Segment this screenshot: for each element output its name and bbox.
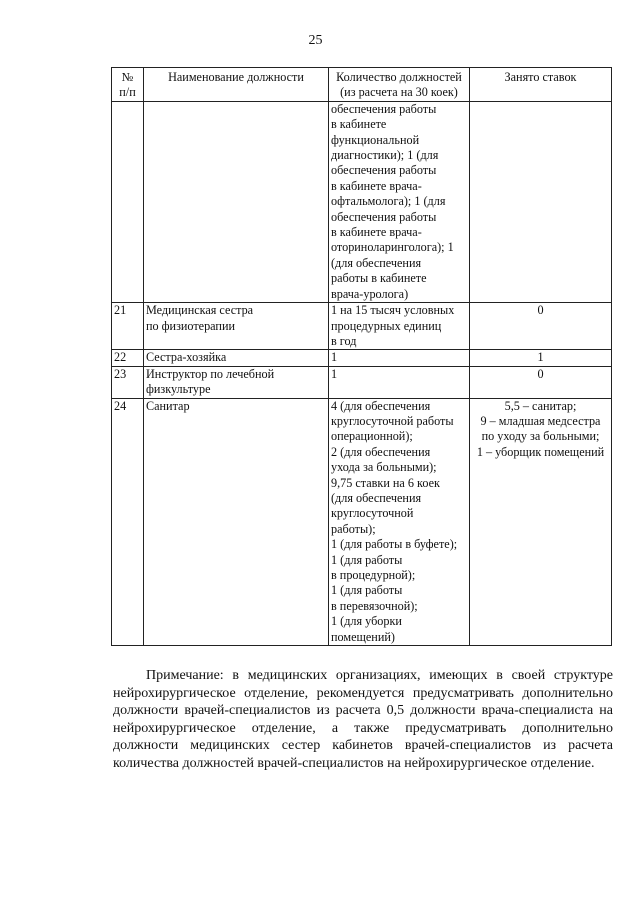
cell-name-line: по физиотерапии (146, 318, 235, 333)
cell-count-line: ухода за больными); (331, 460, 437, 475)
cell-count-line: 1 (для работы (331, 552, 403, 567)
cell-name-line: физкультуре (146, 382, 211, 397)
cell-count-line: 9,75 ставки на 6 коек (331, 475, 440, 490)
header-count-line: (из расчета на 30 коек) (340, 85, 458, 100)
table-row (112, 303, 612, 350)
table-row (112, 366, 612, 398)
cell-count-line: в год (331, 333, 357, 348)
cell-count-line: работы); (331, 521, 376, 536)
cell-busy-line: 0 (537, 303, 544, 318)
cell-count-line: 1 (для работы (331, 583, 403, 598)
header-busy: Занято ставок (470, 68, 612, 102)
cell-count-line: работы в кабинете (331, 271, 427, 286)
note-paragraph: Примечание: в медицинских организациях, имеющих в своей структуре нейрохирургическое отделение, рекомендуется предусматривать дополнительно должности врачей-специалистов из расчета 0,5 должности врача-специалиста на нейрохирургическое отделение, а также предусматривать дополнительно должности медицинских сестер кабинетов врачей-специалистов из расчета количества должностей врачей-специалистов на нейрохирургическое отделение. (113, 668, 613, 771)
cell-name (144, 303, 329, 350)
table-row (112, 398, 612, 646)
cell-count (329, 398, 470, 646)
cell-count-line: помещений) (331, 629, 395, 644)
cell-num: 23 (112, 366, 144, 398)
cell-count (329, 303, 470, 350)
cell-count-line: в кабинете (331, 117, 387, 132)
cell-name-line: Инструктор по лечебной (146, 366, 275, 381)
cell-num: 21 (112, 303, 144, 350)
cell-num (112, 101, 144, 302)
cell-name-line: Медицинская сестра (146, 303, 254, 318)
cell-num: 24 (112, 398, 144, 646)
cell-count-line: (для обеспечения (331, 490, 422, 505)
cell-count-line: оториноларинголога); 1 (331, 240, 454, 255)
table-body (112, 101, 612, 645)
table-header-row (112, 68, 612, 102)
cell-count-line: операционной); (331, 429, 413, 444)
table-row (112, 101, 612, 302)
cell-busy-line: по уходу за больными; (481, 429, 600, 444)
cell-count-line: в кабинете врача- (331, 225, 422, 240)
page-number: 25 (308, 33, 323, 48)
cell-name (144, 101, 329, 302)
cell-busy-line: 1 – уборщик помещений (476, 444, 605, 459)
cell-count-line: круглосуточной работы (331, 413, 454, 428)
cell-count-line: врача-уролога) (331, 286, 409, 301)
cell-count-line: в кабинете врача- (331, 178, 422, 193)
cell-count-line: обеспечения работы (331, 101, 437, 116)
header-num-line: п/п (119, 85, 136, 100)
cell-count-line: 4 (для обеспечения (331, 398, 431, 413)
cell-num: 22 (112, 350, 144, 366)
cell-count (329, 101, 470, 302)
cell-busy-line: 1 (537, 350, 544, 365)
cell-count-line: в процедурной); (331, 568, 416, 582)
cell-count-line: 1 на 15 тысяч условных (331, 303, 455, 318)
cell-name (144, 366, 329, 398)
table-row (112, 350, 612, 366)
header-count (329, 68, 470, 102)
cell-count (329, 350, 470, 366)
cell-count-line: 2 (для обеспечения (331, 444, 431, 459)
header-count-line: Количество должностей (336, 70, 462, 84)
cell-name (144, 398, 329, 646)
cell-busy (470, 398, 612, 646)
cell-busy-line: 9 – младшая медсестра (480, 413, 601, 428)
cell-busy-line: 0 (537, 366, 544, 381)
cell-count-line: процедурных единиц (331, 318, 442, 333)
cell-count-line: (для обеспечения (331, 255, 422, 270)
cell-name-line: Санитар (146, 398, 190, 413)
cell-count-line: 1 (для работы в буфете); (331, 537, 458, 552)
header-num-line: № (121, 70, 134, 84)
cell-busy (470, 303, 612, 350)
cell-count-line: 1 (331, 366, 338, 381)
cell-busy (470, 350, 612, 366)
cell-name-line: Сестра-хозяйка (146, 350, 227, 365)
cell-count (329, 366, 470, 398)
cell-count-line: функциональной (331, 132, 420, 147)
cell-count-line: 1 (для уборки (331, 614, 402, 629)
cell-busy-line: 5,5 – санитар; (504, 398, 577, 413)
cell-name (144, 350, 329, 366)
header-num (112, 68, 144, 102)
cell-busy (470, 366, 612, 398)
cell-busy (470, 101, 612, 302)
cell-count-line: обеспечения работы (331, 209, 437, 224)
cell-count-line: диагностики); 1 (для (331, 148, 439, 163)
cell-count-line: круглосуточной (331, 506, 414, 521)
cell-count-line: офтальмолога); 1 (для (331, 194, 446, 209)
cell-count-line: в перевязочной); (331, 598, 418, 613)
staffing-table (111, 67, 612, 646)
cell-count-line: обеспечения работы (331, 163, 437, 178)
header-name: Наименование должности (144, 68, 329, 102)
cell-count-line: 1 (331, 350, 338, 365)
